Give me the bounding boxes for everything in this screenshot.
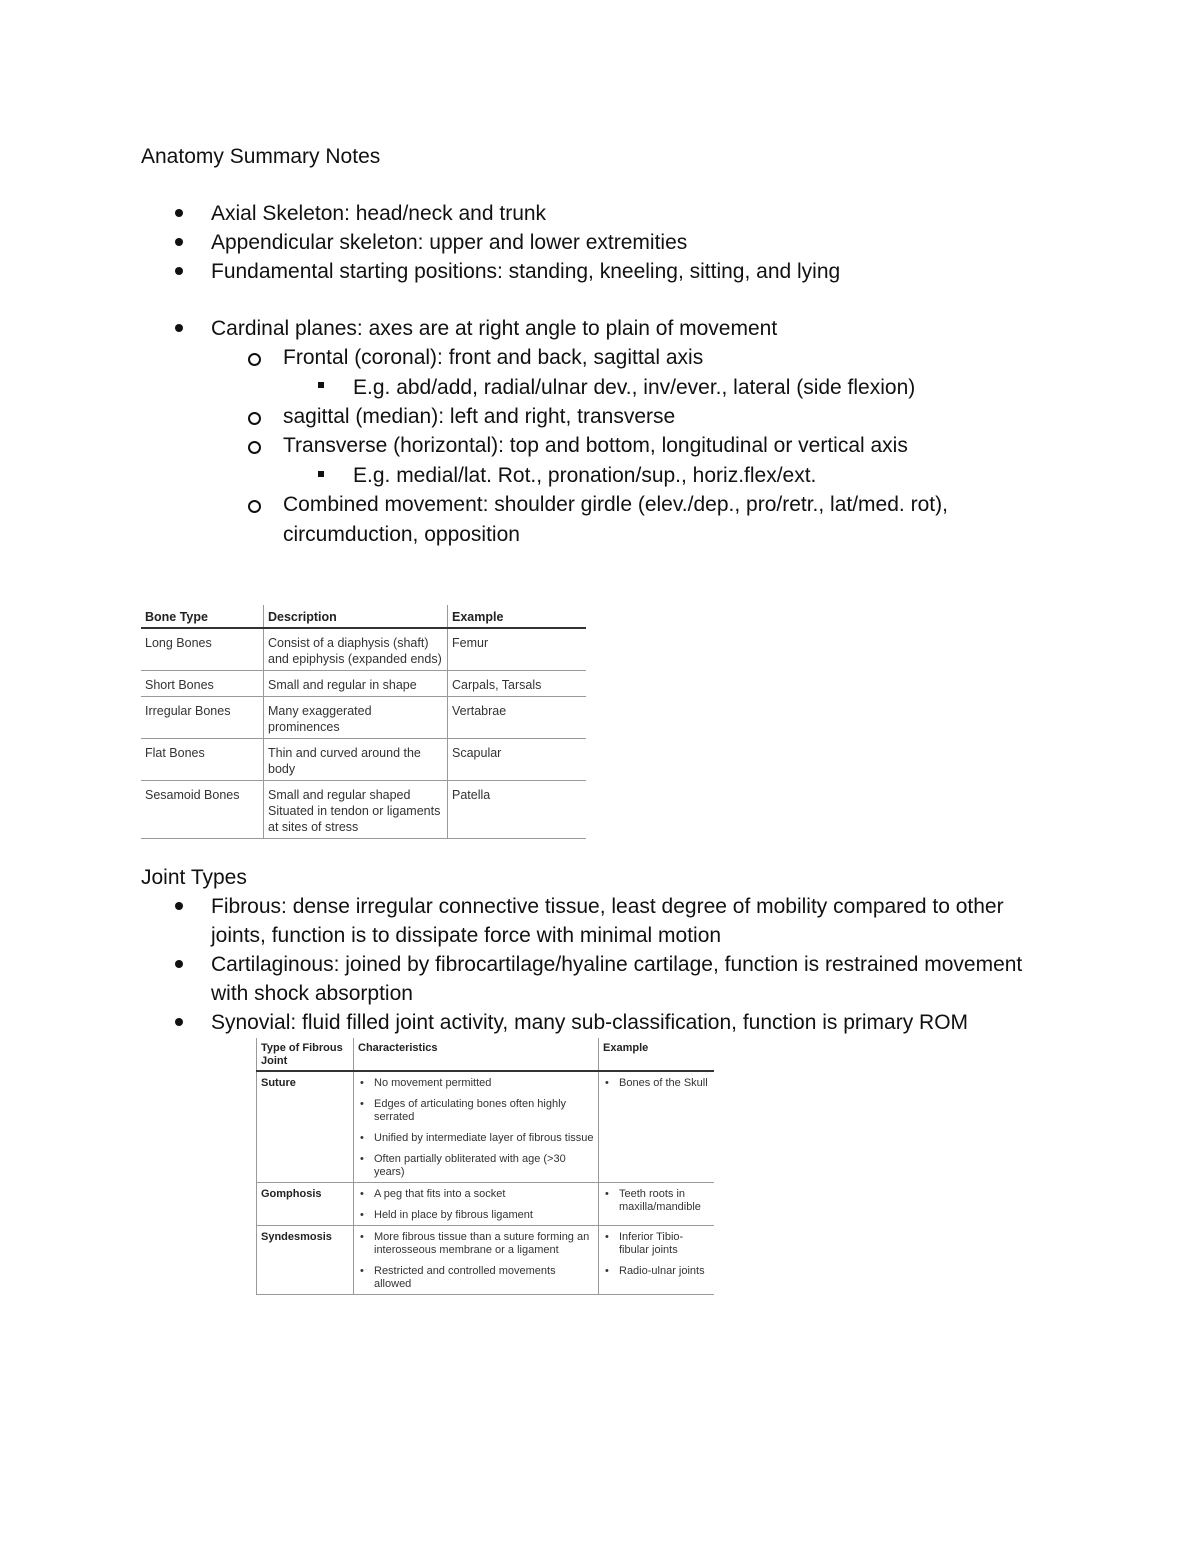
example-cell: [599, 1226, 715, 1295]
description-cell: Small and regular shaped Situated in tendon or ligaments at sites of stress: [264, 781, 448, 839]
column-header: Example: [448, 605, 587, 628]
bullet-cartilaginous: Cartilaginous: joined by fibrocartilage/hyaline cartilage, function is restrained movement: [211, 953, 1023, 976]
sub-item-sagittal: sagittal (median): left and right, transverse: [283, 405, 676, 428]
list-item: • Inferior Tibio-fibular joints: [619, 1231, 710, 1257]
column-header: Description: [264, 605, 448, 628]
bullet-cartilaginous-cont: with shock absorption: [211, 982, 413, 1005]
characteristics-cell: [354, 1183, 599, 1226]
description-cell: Many exaggerated prominences: [264, 697, 448, 739]
bone-type-cell: Sesamoid Bones: [141, 781, 264, 839]
list-item: • Restricted and controlled movements allowed: [374, 1265, 594, 1291]
bone-type-cell: Short Bones: [141, 671, 264, 697]
bullet-appendicular-skeleton: Appendicular skeleton: upper and lower extremities: [211, 231, 688, 254]
sub-bullet-circle: [248, 353, 261, 366]
table-row: [141, 781, 586, 839]
list-item: • No movement permitted: [374, 1077, 594, 1090]
bone-type-cell: Irregular Bones: [141, 697, 264, 739]
description-cell: Thin and curved around the body: [264, 739, 448, 781]
sub-item-combined-movement: Combined movement: shoulder girdle (elev./dep., pro/retr., lat/med. rot),: [283, 493, 948, 516]
bullet-dot: [175, 960, 183, 968]
table-header-row: [257, 1038, 715, 1071]
list-item: • Radio-ulnar joints: [619, 1265, 710, 1278]
column-header: Bone Type: [141, 605, 264, 628]
bone-type-cell: Flat Bones: [141, 739, 264, 781]
list-item: • More fibrous tissue than a suture forming an interosseous membrane or a ligament: [374, 1231, 594, 1257]
characteristics-cell: [354, 1226, 599, 1295]
bullet-dot: [175, 324, 183, 332]
list-item: • Unified by intermediate layer of fibrous tissue: [374, 1132, 594, 1145]
description-cell: Consist of a diaphysis (shaft) and epiphysis (expanded ends): [264, 628, 448, 671]
example-cell: Vertabrae: [448, 697, 587, 739]
joint-type-cell: Suture: [257, 1071, 354, 1183]
example-cell: [599, 1183, 715, 1226]
bullet-dot: [175, 209, 183, 217]
bone-types-table: [141, 605, 586, 839]
sub-sub-bullet-square: [318, 382, 324, 388]
sub-bullet-circle: [248, 412, 261, 425]
table-row: [257, 1183, 715, 1226]
joint-types-heading: Joint Types: [141, 866, 247, 889]
example-cell: Carpals, Tarsals: [448, 671, 587, 697]
table-header-row: [141, 605, 586, 628]
example-cell: [599, 1071, 715, 1183]
column-header: Example: [599, 1038, 715, 1071]
bullet-synovial: Synovial: fluid filled joint activity, many sub-classification, function is primary ROM: [211, 1011, 969, 1034]
sub-item-transverse: Transverse (horizontal): top and bottom, longitudinal or vertical axis: [283, 434, 908, 457]
joint-type-cell: Gomphosis: [257, 1183, 354, 1226]
document-title: Anatomy Summary Notes: [141, 145, 381, 168]
bullet-cardinal-planes: Cardinal planes: axes are at right angle to plain of movement: [211, 317, 778, 340]
bullet-dot: [175, 902, 183, 910]
sub-item-combined-movement-cont: circumduction, opposition: [283, 523, 520, 546]
sub-sub-bullet-square: [318, 471, 324, 477]
table-row: [257, 1226, 715, 1295]
list-item: • Held in place by fibrous ligament: [374, 1209, 594, 1222]
bullet-axial-skeleton: Axial Skeleton: head/neck and trunk: [211, 202, 547, 225]
table-row: [141, 739, 586, 781]
column-header: Type of Fibrous Joint: [257, 1038, 354, 1071]
list-item: • A peg that fits into a socket: [374, 1188, 594, 1201]
sub-sub-item-frontal-eg: E.g. abd/add, radial/ulnar dev., inv/ever., lateral (side flexion): [353, 376, 916, 399]
bullet-dot: [175, 267, 183, 275]
fibrous-joint-table: [256, 1038, 714, 1295]
sub-bullet-circle: [248, 500, 261, 513]
list-item: • Teeth roots in maxilla/mandible: [619, 1188, 710, 1214]
sub-bullet-circle: [248, 441, 261, 454]
table-row: [141, 697, 586, 739]
example-cell: Scapular: [448, 739, 587, 781]
characteristics-cell: [354, 1071, 599, 1183]
bullet-dot: [175, 238, 183, 246]
bullet-fibrous: Fibrous: dense irregular connective tissue, least degree of mobility compared to other: [211, 895, 1004, 918]
table-row: [257, 1071, 715, 1183]
example-cell: Femur: [448, 628, 587, 671]
table-row: [141, 671, 586, 697]
bullet-fibrous-cont: joints, function is to dissipate force with minimal motion: [211, 924, 722, 947]
joint-type-cell: Syndesmosis: [257, 1226, 354, 1295]
bullet-starting-positions: Fundamental starting positions: standing, kneeling, sitting, and lying: [211, 260, 841, 283]
list-item: • Edges of articulating bones often highly serrated: [374, 1098, 594, 1124]
sub-item-frontal: Frontal (coronal): front and back, sagittal axis: [283, 346, 704, 369]
bullet-dot: [175, 1018, 183, 1026]
sub-sub-item-transverse-eg: E.g. medial/lat. Rot., pronation/sup., horiz.flex/ext.: [353, 464, 817, 487]
description-cell: Small and regular in shape: [264, 671, 448, 697]
list-item: • Bones of the Skull: [619, 1077, 710, 1090]
column-header: Characteristics: [354, 1038, 599, 1071]
bone-type-cell: Long Bones: [141, 628, 264, 671]
list-item: • Often partially obliterated with age (>30 years): [374, 1153, 594, 1179]
table-row: [141, 628, 586, 671]
example-cell: Patella: [448, 781, 587, 839]
